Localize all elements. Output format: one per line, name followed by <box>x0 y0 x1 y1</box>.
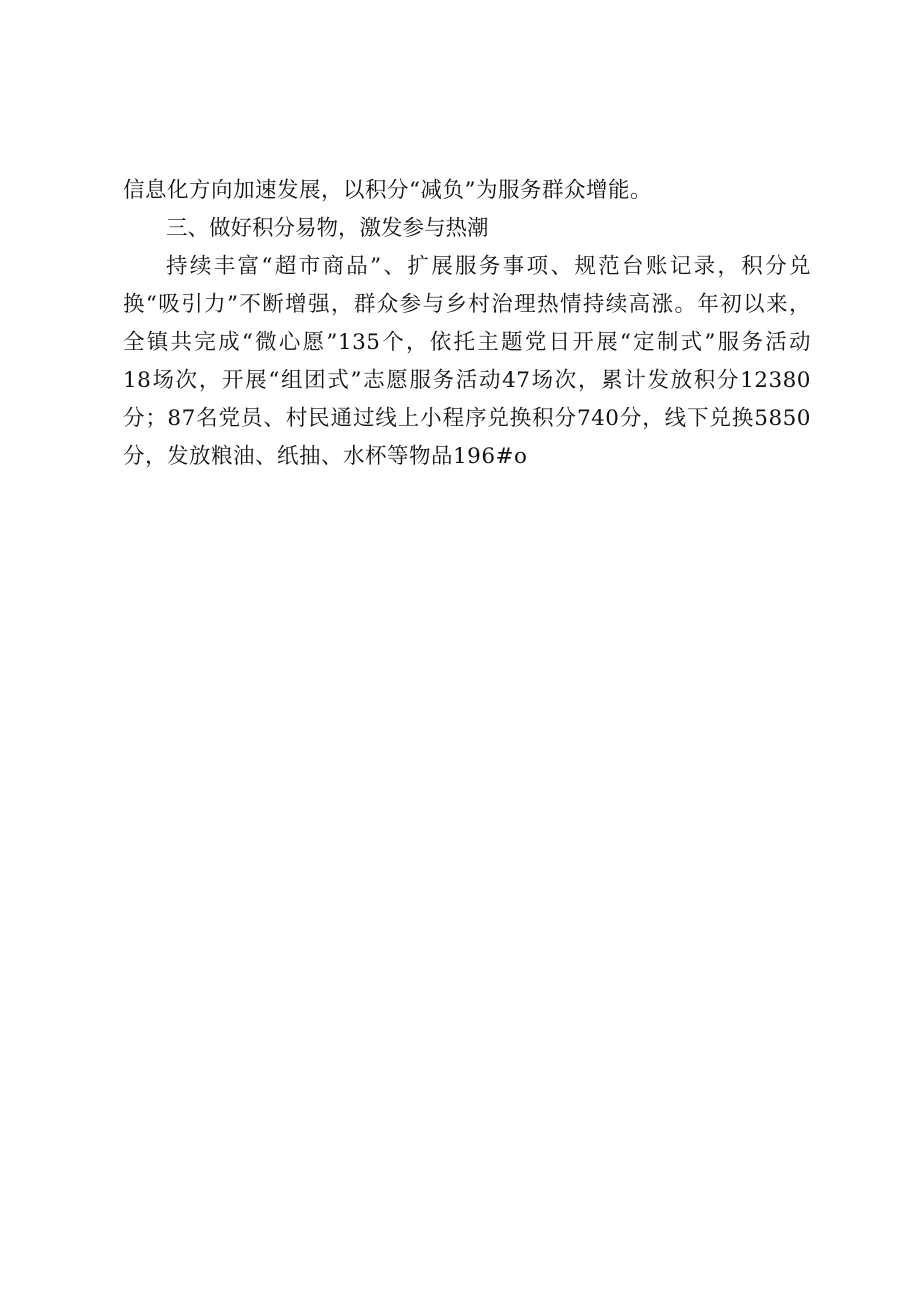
section-heading: 三、做好积分易物，激发参与热潮 <box>166 216 489 241</box>
document-body <box>123 172 811 476</box>
paragraph-line-1: 持续丰富“超市商品”、扩展服务事项、规范台账记录，积分兑 <box>166 254 811 279</box>
paragraph-line-5: 分；87名党员、村民通过线上小程序兑换积分740分，线下兑换5850 <box>123 406 811 431</box>
paragraph-line-6: 分，发放粮油、纸抽、水杯等物品196#o <box>123 444 528 469</box>
paragraph-line-2: 换“吸引力”不断增强，群众参与乡村治理热情持续高涨。年初以来， <box>123 292 811 317</box>
paragraph-line-4: 18场次，开展“组团式”志愿服务活动47场次，累计发放积分12380 <box>123 368 811 393</box>
paragraph-line-3: 全镇共完成“微心愿”135个，依托主题党日开展“定制式”服务活动 <box>123 330 811 355</box>
paragraph-main <box>123 248 811 476</box>
paragraph-prev-line-1: 信息化方向加速发展，以积分“减负”为服务群众增能。 <box>123 178 652 203</box>
